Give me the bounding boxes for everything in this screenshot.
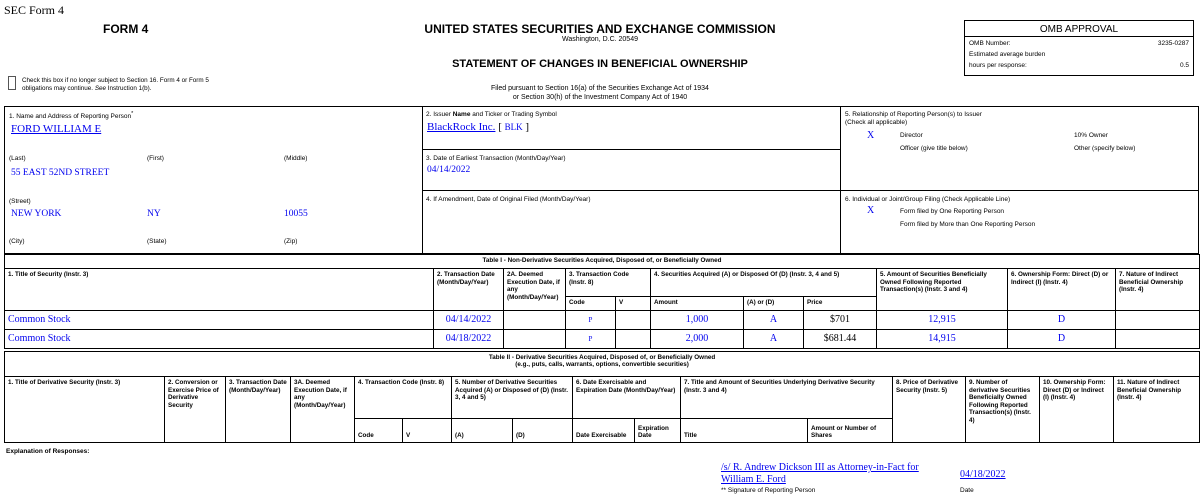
- box3-label: 3. Date of Earliest Transaction (Month/Day/Year): [426, 155, 566, 162]
- city-value: NEW YORK: [11, 209, 62, 219]
- row-price: $681.44: [804, 330, 877, 349]
- issuer-line: BlackRock Inc. [ BLK ]: [427, 121, 530, 133]
- state-label: (State): [147, 238, 167, 245]
- t2-header-code: 4. Transaction Code (Instr. 8): [355, 377, 452, 419]
- city-label: (City): [9, 238, 25, 245]
- commission-location: Washington, D.C. 20549: [561, 36, 638, 43]
- omb-title: OMB APPROVAL: [965, 21, 1193, 37]
- commission-title: UNITED STATES SECURITIES AND EXCHANGE COMMISSION: [424, 22, 776, 36]
- ticker-symbol: BLK: [504, 122, 523, 132]
- row-amount: 1,000: [651, 311, 744, 330]
- t1-sub-aord: (A) or (D): [744, 297, 804, 311]
- t2-sub-a: (A): [452, 419, 513, 443]
- statement-title: STATEMENT OF CHANGES IN BENEFICIAL OWNERSHIP: [452, 58, 748, 70]
- table-1-non-derivative: [4, 254, 1200, 349]
- table-1-title: Table I - Non-Derivative Securities Acquired, Disposed of, or Beneficially Owned: [5, 255, 1200, 269]
- t2-header-exercisable: 6. Date Exercisable and Expiration Date (Month/Day/Year): [573, 377, 681, 419]
- t1-header-date: 2. Transaction Date (Month/Day/Year): [434, 269, 504, 311]
- other-label: Other (specify below): [1074, 145, 1136, 152]
- row-form: D: [1008, 330, 1116, 349]
- t2-sub-exercisable: Date Exercisable: [573, 419, 635, 443]
- row-owned: 12,915: [877, 311, 1008, 330]
- explanation-label: Explanation of Responses:: [6, 448, 90, 455]
- t1-header-code: 3. Transaction Code (Instr. 8): [566, 269, 651, 297]
- date-label: Date: [960, 487, 974, 494]
- t2-header-nature: 11. Nature of Indirect Beneficial Ownership (Instr. 4): [1114, 377, 1200, 443]
- t2-sub-code: Code: [355, 419, 403, 443]
- section-16-checkbox[interactable]: [8, 76, 16, 90]
- row-date: 04/14/2022: [434, 311, 504, 330]
- row-code: P: [566, 330, 616, 349]
- last-label: (Last): [9, 155, 26, 162]
- zip-label: (Zip): [284, 238, 298, 245]
- first-label: (First): [147, 155, 164, 162]
- row-code: P: [566, 311, 616, 330]
- earliest-transaction-date: 04/14/2022: [427, 165, 471, 175]
- reporting-section: [4, 106, 1199, 254]
- t2-header-form: 10. Ownership Form: Direct (D) or Indirect (I) (Instr. 4): [1040, 377, 1114, 443]
- box4-label: 4. If Amendment, Date of Original Filed (Month/Day/Year): [426, 196, 591, 203]
- row-date: 04/18/2022: [434, 330, 504, 349]
- omb-number-value: 3235-0287: [1157, 40, 1189, 47]
- row-nature: [1116, 330, 1200, 349]
- director-label: Director: [900, 132, 923, 139]
- t1-header-title: 1. Title of Security (Instr. 3): [5, 269, 434, 311]
- box6-label: 6. Individual or Joint/Group Filing (Check Applicable Line): [845, 196, 1011, 203]
- signature-date[interactable]: 04/18/2022: [960, 469, 1006, 480]
- row-price: $701: [804, 311, 877, 330]
- row-amount: 2,000: [651, 330, 744, 349]
- row-title: Common Stock: [5, 311, 434, 330]
- t1-header-form: 6. Ownership Form: Direct (D) or Indirect (I) (Instr. 4): [1008, 269, 1116, 311]
- signature-link[interactable]: /s/ R. Andrew Dickson III as Attorney-in-Fact for William E. Ford: [721, 462, 919, 485]
- t2-sub-amount: Amount or Number of Shares: [808, 419, 893, 443]
- row-form: D: [1008, 311, 1116, 330]
- filing-mark: X: [867, 205, 875, 216]
- row-v: [616, 330, 651, 349]
- row-deemed: [504, 311, 566, 330]
- filing-option-one: Form filed by One Reporting Person: [900, 208, 1005, 215]
- officer-label: Officer (give title below): [900, 145, 968, 152]
- ten-pct-owner-label: 10% Owner: [1074, 132, 1108, 139]
- t1-header-deemed: 2A. Deemed Execution Date, if any (Month/Day/Year): [504, 269, 566, 311]
- sec-form-label: SEC Form 4: [4, 3, 65, 17]
- omb-approval-box: [964, 20, 1194, 76]
- row-deemed: [504, 330, 566, 349]
- t2-header-underlying: 7. Title and Amount of Securities Underlying Derivative Security (Instr. 3 and 4): [681, 377, 893, 419]
- section-16-checkbox-text: Check this box if no longer subject to Section 16. Form 4 or Form 5 obligations may continue. See Instruction 1(b).: [22, 77, 209, 93]
- omb-burden-label: Estimated average burden: [969, 51, 1046, 58]
- t1-sub-v: V: [616, 297, 651, 311]
- zip-value: 10055: [284, 209, 308, 219]
- street-label: (Street): [9, 198, 31, 205]
- t2-header-conversion: 2. Conversion or Exercise Price of Derivative Security: [165, 377, 226, 443]
- t2-header-owned: 9. Number of derivative Securities Beneficially Owned Following Reported Transaction(s) (Instr. 4): [966, 377, 1040, 443]
- filing-option-group: Form filed by More than One Reporting Person: [900, 221, 1036, 228]
- row-owned: 14,915: [877, 330, 1008, 349]
- t2-sub-expiration: Expiration Date: [635, 419, 681, 443]
- filed-line-2: or Section 30(h) of the Investment Company Act of 1940: [512, 94, 688, 101]
- table-2-title: Table II - Derivative Securities Acquired, Disposed of, or Beneficially Owned (e.g., puts, calls, warrants, options, convertible securities): [5, 352, 1200, 377]
- filed-line-1: Filed pursuant to Section 16(a) of the Securities Exchange Act of 1934: [491, 85, 709, 92]
- t2-sub-title: Title: [681, 419, 808, 443]
- t2-header-deemed: 3A. Deemed Execution Date, if any (Month/Day/Year): [291, 377, 355, 443]
- state-value: NY: [147, 209, 161, 219]
- t2-header-title: 1. Title of Derivative Security (Instr. 3): [5, 377, 165, 443]
- box2-label: 2. Issuer Name and Ticker or Trading Symbol: [426, 111, 557, 118]
- row-title: Common Stock: [5, 330, 434, 349]
- omb-hours-value: 0.5: [1179, 62, 1189, 69]
- row-v: [616, 311, 651, 330]
- t2-sub-v: V: [403, 419, 452, 443]
- t1-header-acquired: 4. Securities Acquired (A) or Disposed Of (D) (Instr. 3, 4 and 5): [651, 269, 877, 297]
- form-title: FORM 4: [103, 22, 149, 36]
- t1-sub-amount: Amount: [651, 297, 744, 311]
- t2-header-price: 8. Price of Derivative Security (Instr. 5): [893, 377, 966, 443]
- t1-sub-code: Code: [566, 297, 616, 311]
- box5-label: 5. Relationship of Reporting Person(s) to Issuer (Check all applicable): [845, 111, 982, 127]
- street-value: 55 EAST 52ND STREET: [11, 168, 110, 178]
- table-2-derivative: [4, 351, 1200, 443]
- t2-sub-d: (D): [513, 419, 573, 443]
- box1-label: 1. Name and Address of Reporting Person*: [9, 111, 134, 121]
- director-mark: X: [867, 130, 875, 141]
- t1-header-owned: 5. Amount of Securities Beneficially Owned Following Reported Transaction(s) (Instr. 3 and 4): [877, 269, 1008, 311]
- table-row: [5, 330, 1200, 349]
- middle-label: (Middle): [284, 155, 308, 162]
- omb-hours-label: hours per response:: [969, 62, 1027, 69]
- t2-header-number: 5. Number of Derivative Securities Acquired (A) or Disposed of (D) (Instr. 3, 4 and 5): [452, 377, 573, 419]
- row-nature: [1116, 311, 1200, 330]
- reporting-person-name[interactable]: FORD WILLIAM E: [11, 123, 102, 135]
- signature-label: ** Signature of Reporting Person: [721, 487, 816, 494]
- t2-header-date: 3. Transaction Date (Month/Day/Year): [226, 377, 291, 443]
- issuer-name-link[interactable]: BlackRock Inc.: [427, 121, 496, 133]
- t1-sub-price: Price: [804, 297, 877, 311]
- t1-header-nature: 7. Nature of Indirect Beneficial Ownership (Instr. 4): [1116, 269, 1200, 311]
- omb-number-label: OMB Number:: [969, 40, 1011, 47]
- row-aord: A: [744, 330, 804, 349]
- table-row: [5, 311, 1200, 330]
- row-aord: A: [744, 311, 804, 330]
